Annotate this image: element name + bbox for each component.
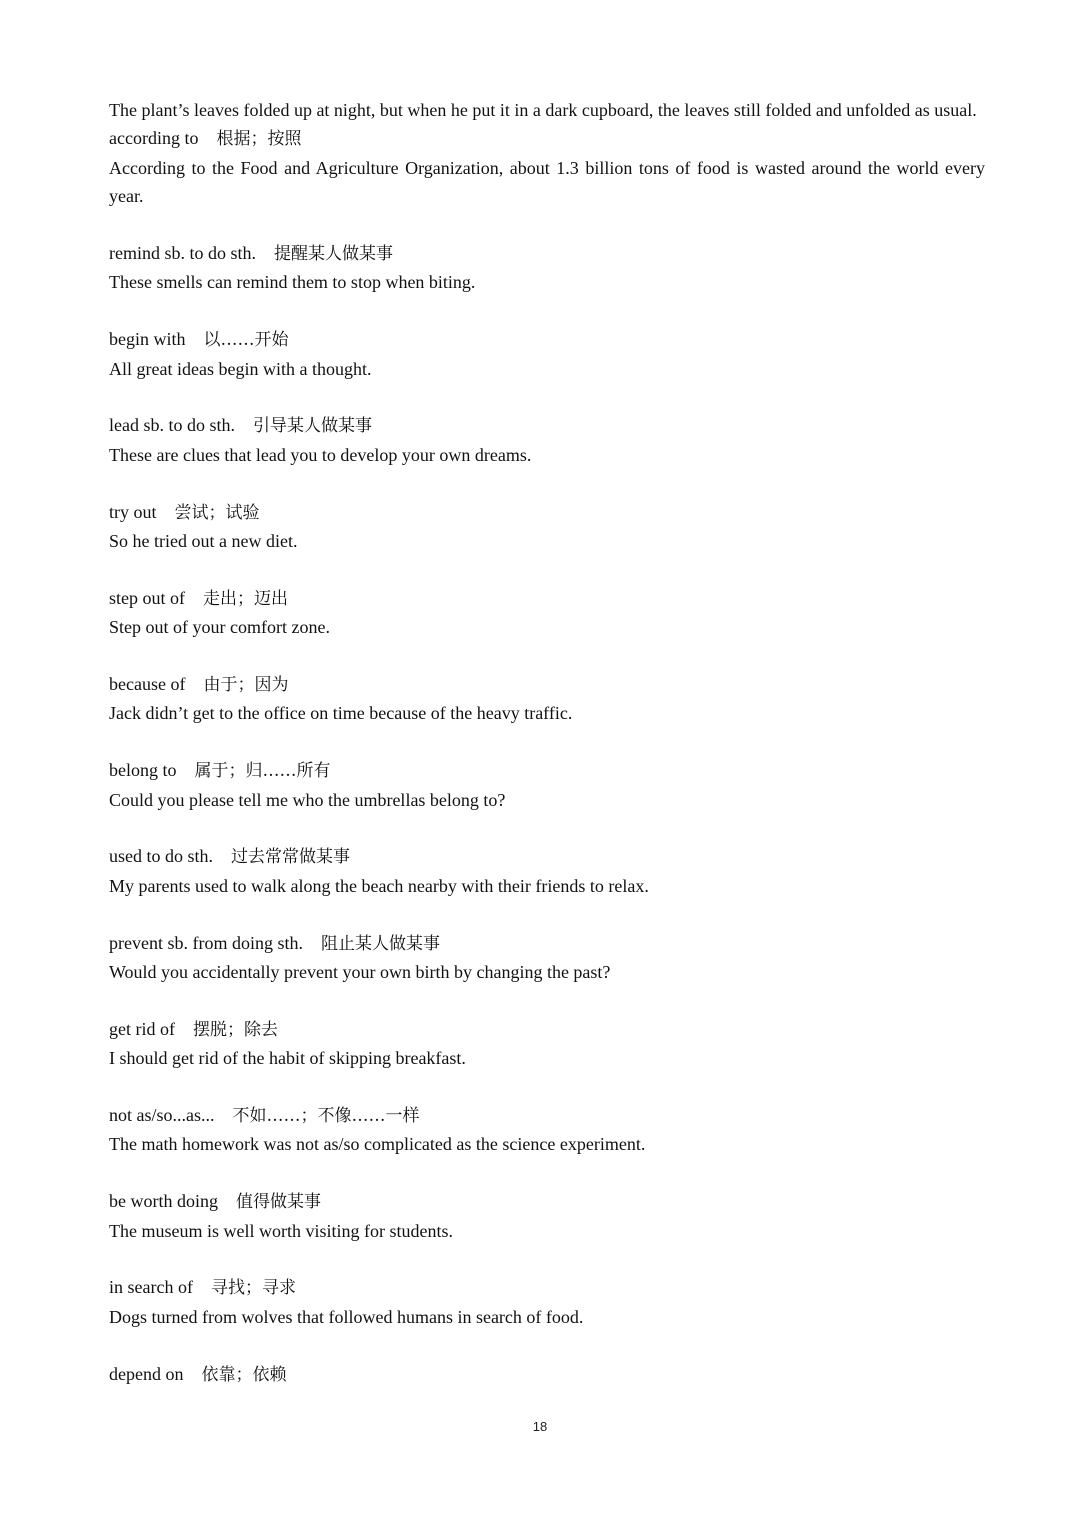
phrase-entry [109, 670, 985, 728]
phrase-entry [109, 239, 985, 297]
example-sentence: Dogs turned from wolves that followed humans in search of food. [109, 1306, 584, 1327]
english-phrase: prevent sb. from doing sth. [109, 932, 303, 953]
english-phrase: belong to [109, 760, 177, 781]
vocabulary-list [109, 96, 990, 1389]
phrase-entry [109, 842, 985, 900]
phrase-entry [109, 1360, 985, 1389]
example-sentence: My parents used to walk along the beach nearby with their friends to relax. [109, 875, 649, 896]
phrase-line [109, 1187, 985, 1216]
phrase-entry [109, 498, 985, 556]
chinese-meaning: 尝试；试验 [174, 502, 260, 523]
chinese-meaning: 提醒某人做某事 [274, 244, 393, 265]
phrase-line [109, 124, 985, 153]
chinese-meaning: 值得做某事 [235, 1192, 321, 1213]
example-sentence: The museum is well worth visiting for students. [109, 1220, 453, 1241]
example-sentence: Could you please tell me who the umbrellas belong to? [109, 789, 506, 810]
phrase-entry [109, 124, 990, 210]
phrase-line [109, 239, 985, 268]
phrase-entry [109, 1015, 985, 1073]
chinese-meaning: 走出；迈出 [203, 588, 288, 609]
english-phrase: according to [109, 128, 199, 149]
example-sentence: These smells can remind them to stop when biting. [109, 272, 476, 293]
english-phrase: not as/so...as... [109, 1105, 215, 1126]
english-phrase: get rid of [109, 1018, 175, 1039]
phrase-line [109, 498, 985, 527]
phrase-entry [109, 584, 985, 642]
phrase-line [109, 929, 985, 958]
chinese-meaning: 引导某人做某事 [253, 416, 372, 437]
english-phrase: step out of [109, 587, 185, 608]
example-sentence: The math homework was not as/so complicated as the science experiment. [109, 1134, 646, 1155]
chinese-meaning: 由于；因为 [203, 675, 289, 696]
phrase-line [109, 584, 985, 613]
english-phrase: depend on [109, 1363, 184, 1384]
english-phrase: lead sb. to do sth. [109, 415, 235, 436]
english-phrase: remind sb. to do sth. [109, 243, 256, 264]
example-sentence: Jack didn’t get to the office on time because of the heavy traffic. [109, 703, 573, 724]
phrase-line [109, 1273, 985, 1302]
phrase-line [109, 1101, 985, 1130]
english-phrase: try out [109, 501, 157, 522]
english-phrase: be worth doing [109, 1191, 218, 1212]
english-phrase: in search of [109, 1277, 193, 1298]
example-sentence: Would you accidentally prevent your own birth by changing the past? [109, 962, 611, 983]
phrase-line [109, 411, 985, 440]
example-sentence: So he tried out a new diet. [109, 531, 298, 552]
page-number: 18 [532, 1419, 548, 1434]
phrase-line [109, 842, 985, 871]
english-phrase: used to do sth. [109, 846, 214, 867]
continued-example-sentence: The plant’s leaves folded up at night, but when he put it in a dark cupboard, the leaves still folded and unfolded as usual. [109, 100, 977, 120]
phrase-entry [109, 1187, 985, 1245]
example-sentence: I should get rid of the habit of skipping breakfast. [109, 1048, 466, 1069]
chinese-meaning: 不如……；不像……一样 [232, 1106, 420, 1127]
phrase-line [109, 325, 985, 354]
phrase-entry [109, 1273, 985, 1331]
phrase-line [109, 1360, 985, 1389]
phrase-entry [109, 411, 985, 469]
phrase-line [109, 756, 985, 785]
chinese-meaning: 依靠；依赖 [201, 1364, 287, 1385]
chinese-meaning: 寻找；寻求 [210, 1278, 296, 1299]
phrase-entry [109, 1101, 985, 1159]
phrase-entry [109, 756, 985, 814]
example-sentence: All great ideas begin with a thought. [109, 358, 372, 379]
chinese-meaning: 以……开始 [203, 330, 289, 351]
phrase-entry [109, 325, 985, 383]
chinese-meaning: 属于；归……所有 [194, 761, 331, 782]
chinese-meaning: 阻止某人做某事 [320, 933, 440, 954]
example-sentence: Step out of your comfort zone. [109, 617, 330, 638]
phrase-line [109, 670, 985, 699]
english-phrase: because of [109, 674, 186, 695]
example-sentence: These are clues that lead you to develop your own dreams. [109, 444, 532, 465]
chinese-meaning: 过去常常做某事 [231, 847, 351, 868]
phrase-line [109, 1015, 985, 1044]
example-sentence: According to the Food and Agriculture Organization, about 1.3 billion tons of food is wasted around the world every year. [109, 157, 990, 207]
phrase-entry [109, 929, 985, 987]
english-phrase: begin with [109, 329, 186, 350]
chinese-meaning: 摆脱；除去 [192, 1019, 278, 1040]
chinese-meaning: 根据；按照 [216, 129, 302, 150]
